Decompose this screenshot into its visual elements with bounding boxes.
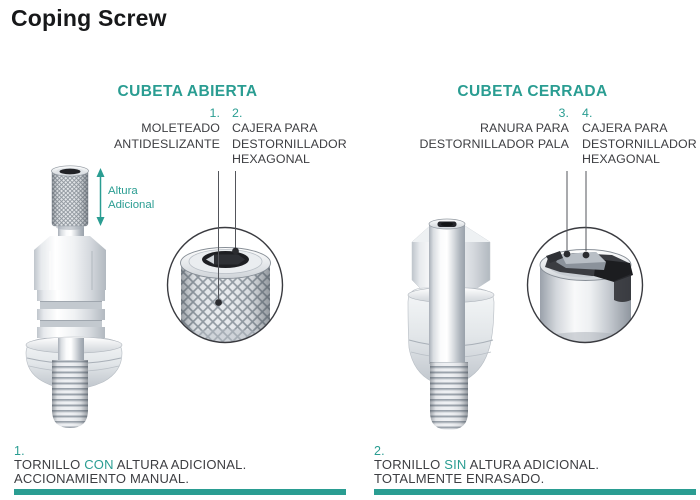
caption-highlight: SIN [444, 457, 467, 472]
teal-divider-bar [14, 489, 346, 495]
height-dimension-line: Altura [108, 185, 138, 197]
callout-number: 4. [582, 106, 593, 120]
callout-line: DESTORNILLADOR [582, 136, 697, 151]
height-dimension-line: Adicional [108, 198, 155, 211]
callout-line: MOLETEADO [141, 121, 220, 136]
callout-line: HEXAGONAL [232, 152, 311, 167]
caption-number: 1. [14, 444, 25, 458]
callout-line: ANTIDESLIZANTE [113, 136, 220, 151]
caption-highlight: CON [84, 457, 114, 472]
caption-line-2: TOTALMENTE ENRASADO. [374, 471, 545, 486]
callout-cajera-hexagonal-closed [582, 106, 697, 168]
height-dimension-arrow [97, 168, 105, 226]
open-tray-detail-inset [167, 227, 283, 345]
caption-line-1 [374, 458, 696, 472]
height-dimension-label [108, 185, 154, 213]
callout-line: DESTORNILLADOR [232, 136, 347, 151]
open-tray-caption [14, 444, 346, 495]
callout-line: CAJERA PARA [232, 121, 318, 136]
caption-line-1 [14, 458, 346, 472]
callout-moleteado [114, 106, 220, 152]
callout-number: 2. [232, 106, 243, 120]
caption-text: TORNILLO [14, 457, 85, 472]
caption-number: 2. [374, 444, 385, 458]
callout-ranura-pala [420, 106, 570, 152]
caption-text: ALTURA ADICIONAL. [113, 457, 247, 472]
caption-text: ALTURA ADICIONAL. [466, 457, 600, 472]
teal-divider-bar [374, 489, 696, 495]
closed-tray-detail-inset [527, 227, 643, 348]
page-title: Coping Screw [11, 5, 167, 31]
closed-tray-caption [374, 444, 696, 495]
caption-text: TORNILLO [374, 457, 445, 472]
open-tray-heading: CUBETA ABIERTA [117, 83, 258, 100]
closed-tray-heading: CUBETA CERRADA [457, 83, 608, 100]
callout-line: DESTORNILLADOR PALA [419, 136, 569, 151]
callout-number: 1. [209, 106, 220, 120]
closed-tray-screw-illustration [408, 219, 494, 430]
callout-cajera-hexagonal-open [232, 106, 347, 168]
callout-line: HEXAGONAL [582, 152, 661, 167]
callout-line: CAJERA PARA [582, 121, 668, 136]
caption-line-2: ACCIONAMIENTO MANUAL. [14, 471, 190, 486]
callout-line: RANURA PARA [479, 121, 569, 136]
callout-number: 3. [558, 106, 569, 120]
